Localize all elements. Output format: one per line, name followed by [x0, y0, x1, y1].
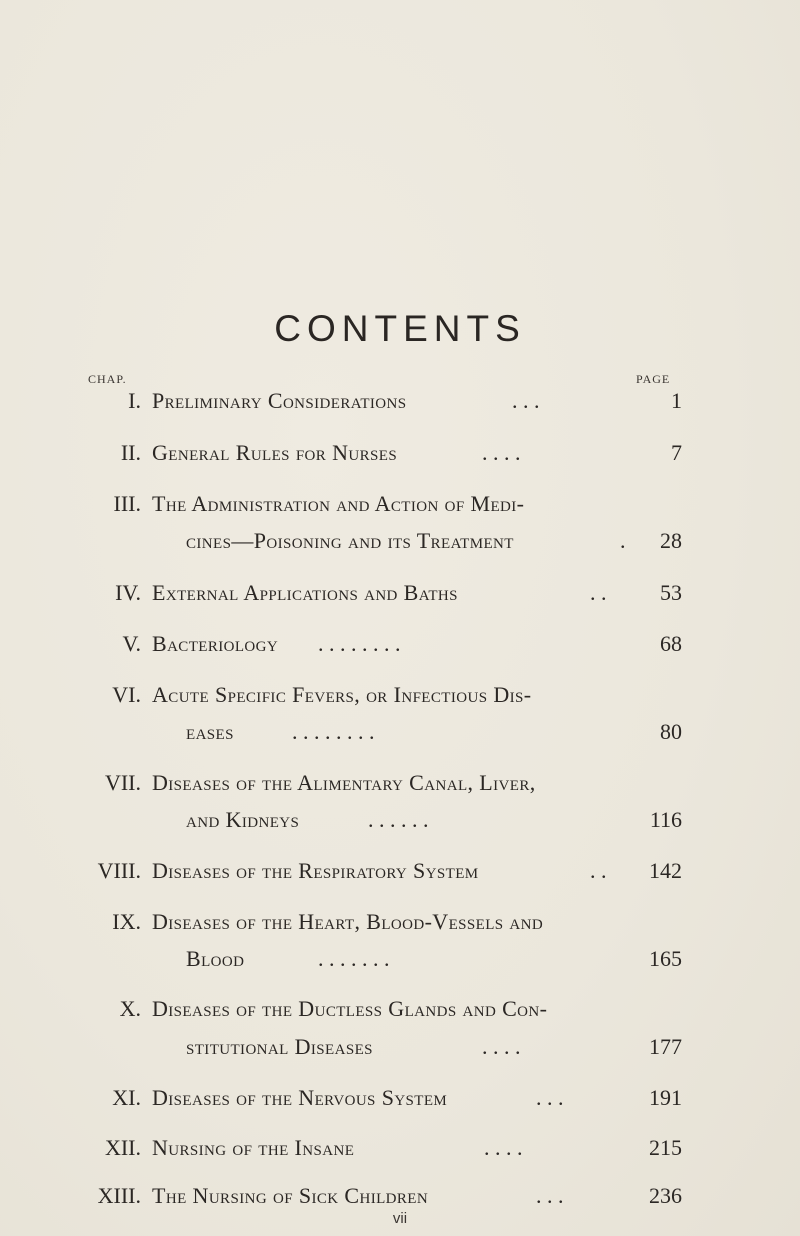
- page-number: 165: [649, 946, 682, 971]
- toc-entry-13: [0, 1183, 800, 1213]
- toc-entry-8: [0, 858, 800, 888]
- chapter-number: V.: [122, 631, 141, 656]
- toc-entry-6: [0, 682, 800, 712]
- page-number: 236: [649, 1183, 682, 1208]
- toc-entry-12: [0, 1135, 800, 1165]
- page-number: 177: [649, 1034, 682, 1059]
- chapter-title: The Administration and Action of Medi-: [152, 491, 525, 516]
- toc-entry-7-continuation: [0, 807, 800, 837]
- chapter-title: Diseases of the Nervous System: [152, 1085, 448, 1110]
- chapter-title: Bacteriology: [152, 631, 279, 656]
- page-number: 28: [660, 528, 682, 553]
- chapter-title: Diseases of the Respiratory System: [152, 858, 479, 883]
- chapter-column-header: CHAP.: [88, 372, 127, 386]
- dot-leaders: . . . . . . .: [318, 946, 390, 971]
- chapter-title: Diseases of the Alimentary Canal, Liver,: [152, 770, 536, 795]
- dot-leaders: . . .: [536, 1183, 564, 1208]
- page-number: 7: [671, 440, 682, 465]
- dot-leaders: . .: [590, 858, 607, 883]
- toc-entry-5: [0, 631, 800, 661]
- toc-entry-11: [0, 1085, 800, 1115]
- dot-leaders: . . . . . . . .: [318, 631, 401, 656]
- page-number: 68: [660, 631, 682, 656]
- chapter-number: XI.: [112, 1085, 141, 1110]
- toc-entry-1: [0, 388, 800, 418]
- toc-entry-3: [0, 491, 800, 521]
- toc-entry-10: [0, 996, 800, 1026]
- chapter-title: Diseases of the Ductless Glands and Con-: [152, 996, 548, 1021]
- dot-leaders: . . . .: [482, 1034, 521, 1059]
- toc-entry-9-continuation: [0, 946, 800, 976]
- chapter-title: The Nursing of Sick Children: [152, 1183, 429, 1208]
- chapter-title-continued: Blood: [186, 946, 245, 971]
- chapter-number: X.: [119, 996, 141, 1021]
- chapter-number: VIII.: [97, 858, 141, 883]
- toc-entry-4: [0, 580, 800, 610]
- dot-leaders: . . . . . .: [368, 807, 429, 832]
- dot-leaders: . . .: [512, 388, 540, 413]
- toc-entry-2: [0, 440, 800, 470]
- page-number: 1: [671, 388, 682, 413]
- page-number: 80: [660, 719, 682, 744]
- chapter-title-continued: eases: [186, 719, 234, 744]
- chapter-number: VI.: [112, 682, 141, 707]
- chapter-title: Nursing of the Insane: [152, 1135, 355, 1160]
- page-number: 215: [649, 1135, 682, 1160]
- chapter-number: II.: [120, 440, 141, 465]
- chapter-number: VII.: [104, 770, 141, 795]
- dot-leaders: . . . . . . . .: [292, 719, 375, 744]
- dot-leaders: . . . .: [482, 440, 521, 465]
- page-number: 116: [649, 807, 682, 832]
- chapter-title: External Applications and Baths: [152, 580, 458, 605]
- chapter-number: XII.: [104, 1135, 141, 1160]
- chapter-title: Acute Specific Fevers, or Infectious Dis-: [152, 682, 532, 707]
- chapter-number: III.: [113, 491, 141, 516]
- page-column-header: PAGE: [636, 372, 671, 386]
- chapter-title-continued: and Kidneys: [186, 807, 300, 832]
- dot-leaders: . . . .: [484, 1135, 523, 1160]
- toc-entry-6-continuation: [0, 719, 800, 749]
- toc-entry-9: [0, 909, 800, 939]
- page-folio: vii: [392, 1210, 408, 1227]
- toc-entry-7: [0, 770, 800, 800]
- page-number: 191: [649, 1085, 682, 1110]
- page-number: 142: [649, 858, 682, 883]
- chapter-number: IV.: [115, 580, 141, 605]
- chapter-number: IX.: [112, 909, 141, 934]
- page-title: CONTENTS: [274, 308, 526, 349]
- toc-entry-10-continuation: [0, 1034, 800, 1064]
- chapter-title: General Rules for Nurses: [152, 440, 398, 465]
- chapter-number: I.: [128, 388, 141, 413]
- page-number: 53: [660, 580, 682, 605]
- toc-entry-3-continuation: [0, 528, 800, 558]
- dot-leaders: . .: [590, 580, 607, 605]
- chapter-title-continued: stitutional Diseases: [186, 1034, 373, 1059]
- chapter-title: Preliminary Considerations: [152, 388, 407, 413]
- chapter-number: XIII.: [97, 1183, 141, 1208]
- dot-leaders: .: [620, 528, 626, 553]
- chapter-title: Diseases of the Heart, Blood-Vessels and: [152, 909, 544, 934]
- chapter-title-continued: cines—Poisoning and its Treatment: [186, 528, 514, 553]
- dot-leaders: . . .: [536, 1085, 564, 1110]
